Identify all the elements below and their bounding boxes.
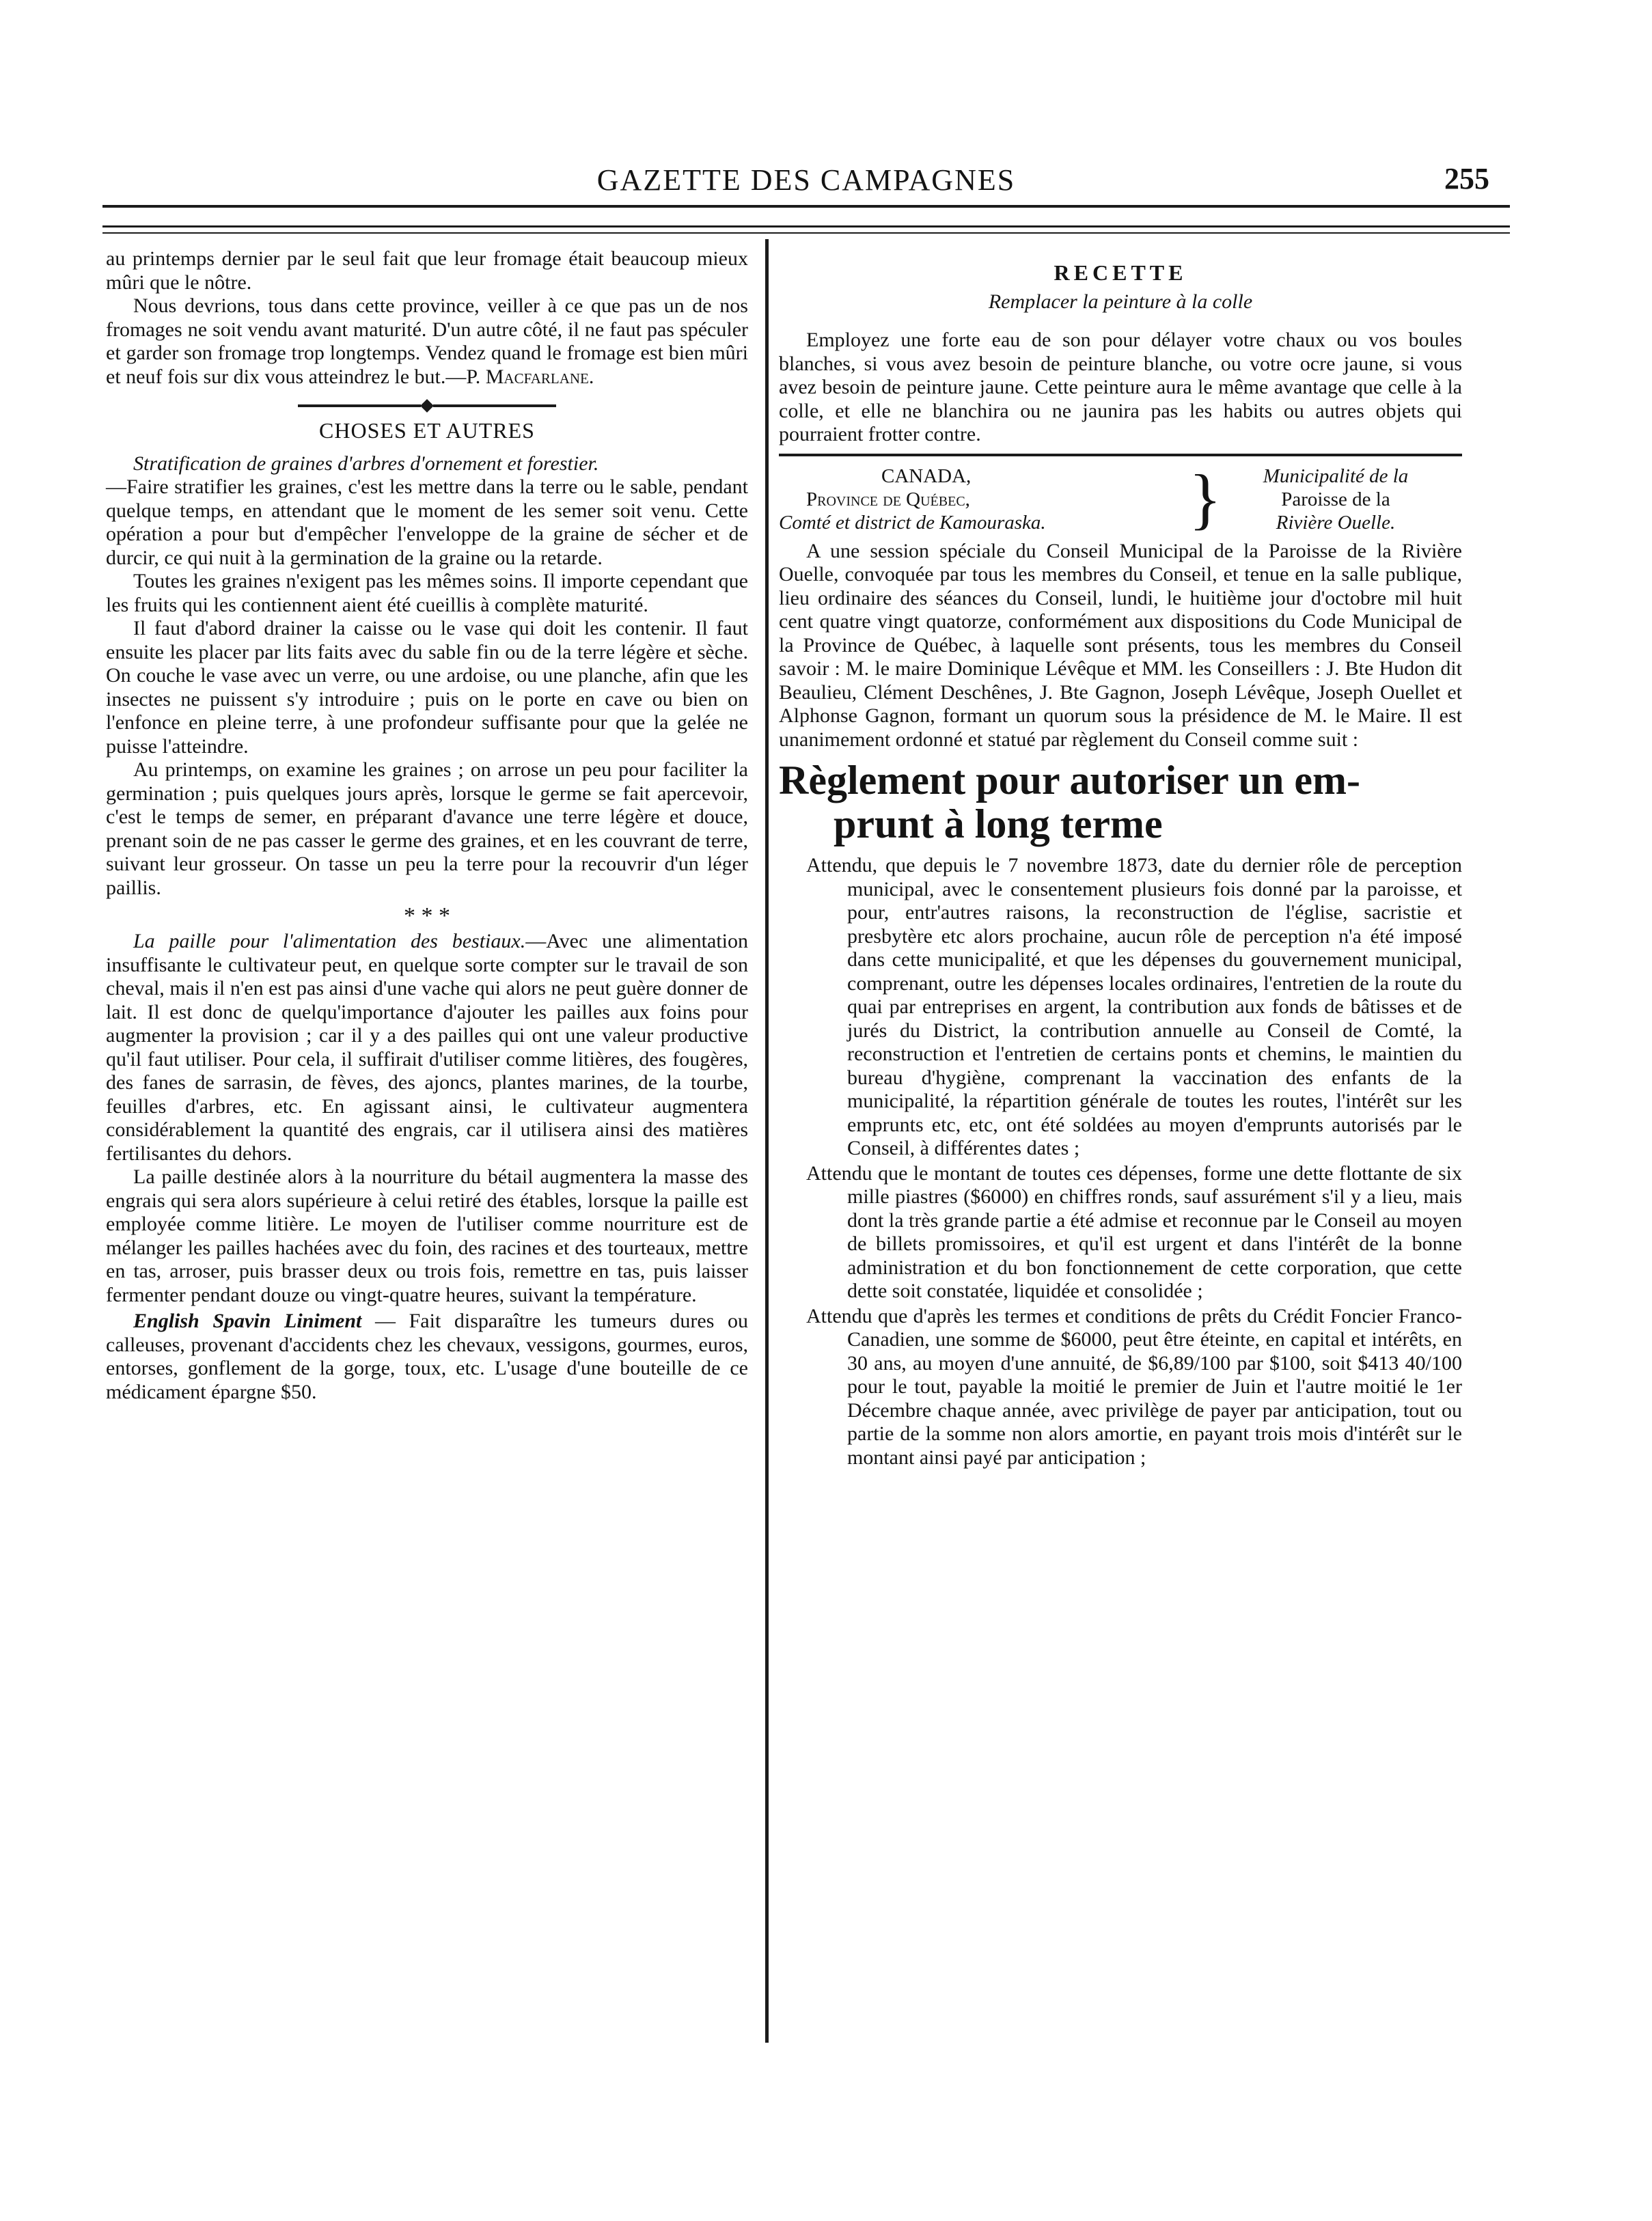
article-continuation: au printemps dernier par le seul fait que leur fromage était beaucoup mieux mûri que le nôtre. [106,247,748,294]
header-double-rule-thin [102,232,1510,234]
item-paragraph: —Faire stratifier les graines, c'est les mettre dans la terre ou le sable, pendant quelque temps, en attendant que le moment de les semer soit venu. Cette opération a pour but d'empêcher l'enveloppe de la graine de sécher et de durcir, ce qui nuit à la germination de la graine ou la retarde. [106,475,748,569]
separator-stars: * * * [404,903,450,928]
whereas-clause: Attendu que le montant de toutes ces dépenses, forme une dette flottante de six mille piastres ($6000) en chiffres ronds, sauf assurément s'il y a lieu, mais dont la très grande partie a été admise et reconnue par le Conseil au moyen de billets promissoires, et qu'il est urgent et dans l'intérêt de la bonne administration et du bon fonctionnement de cette corporation, que cette dette soit constatée, liquidée et consolidée ; [806,1161,1462,1302]
jurisdiction-block [779,460,1462,536]
whereas-clause: Attendu, que depuis le 7 novembre 1873, date du dernier rôle de perception municipal, avec le consentement plusieurs fois donné par la paroisse, et pour, entr'autres raisons, la reconstruction de l'église, sacristie et presbytère etc alors prochaine, aucun rôle de perception n'a été imposé dans cette municipalité, et que les dépenses du gouvernement municipal, comprenant, outre les dépenses locales ordinaires, l'entretien de la route du quai par entreprises en argent, la contribution aux fonds de bâtisses et de jurés du District, la contribution annuelle au Conseil de Comté, la reconstruction et l'entretien de certains ponts et chemins, le maintien du bureau d'hygiène, comprenant la vaccination des enfants de la municipalité, la répartition générale de toutes les routes, l'intérêt sur les emprunts etc, etc, ont été soldées au moyen d'emprunts autorisés par le Conseil, à différentes dates ; [806,854,1462,1159]
page-header [102,158,1510,206]
item-paragraph: Toutes les graines n'exigent pas les mêmes soins. Il importe cependant que les fruits qui les contiennent aient été cueillis à complète maturité. [106,570,748,616]
article-author: P. Macfarlane. [466,365,594,388]
municipality-label: Municipalité de la [1263,465,1409,487]
ornamental-rule [106,401,748,411]
province-label: Province de Québec, [806,488,970,510]
item-title: La paille pour l'alimentation des bestiaux. [133,930,526,952]
page-number: 255 [1444,162,1489,195]
left-column [106,247,748,1404]
item-paragraph: Au printemps, on examine les graines ; on arrose un peu pour faciliter la germination ; puis quelques jours après, lorsque le germe se fait apercevoir, c'est le temps de semer, en préparant d'avance une terre légère et douce, prenant soin de ne pas casser le germe des graines, et en les couvrant de terre, suivant leur grosseur. On tasse un peu la terre pour la recouvrir d'un léger paillis. [106,758,748,899]
country-label: CANADA, [881,465,972,487]
item-paragraph: La paille destinée alors à la nourriture du bétail augmentera la masse des engrais qui sera alors supérieure à celui retiré des étables, lorsque la paille est employée comme litière. Le moyen de l'utiliser comme nourriture est de mélanger les pailles hachées avec du foin, des racines et des tourteaux, mettre en tas, arroser, puis brasser deux ou trois fois, remettre en tas, puis laisser fermenter pendant douze ou vingt-quatre heures, suivant la température. [106,1165,748,1306]
right-column [779,247,1462,1471]
header-rule [102,205,1510,208]
column-divider [765,239,769,2043]
bylaw-title: Règlement pour autoriser un em- prunt à long terme [779,758,1361,846]
brace: } [1189,460,1222,536]
item-title: Stratification de graines d'arbres d'ornement et forestier. [133,452,599,475]
publication-title: GAZETTE DES CAMPAGNES [596,163,1016,197]
advertisement: English Spavin Liniment — Fait disparaître les tumeurs dures ou calleuses, provenant d'accidents chez les chevaux, vessigons, gourmes, euros, entorses, gonflement de la gorge, toux, etc. L'usage d'une bouteille de ce médicament épargne $50. [106,1310,749,1403]
item-paragraph: La paille pour l'alimentation des bestiaux.—Avec une alimentation insuffisante le cultivateur peut, en quelque sorte compter sur le travail de son cheval, mais il n'en est pas ainsi d'une vache qui alors ne peut guère donner de lait. Il est donc de quelqu'importance d'ajouter les pailles aux foins pour augmenter la provision ; car il y a des pailles qui ont une valeur productive qu'il faut utiliser. Pour cela, il suffirait d'utiliser comme litières, des fougères, des fanes de sarrasin, de fèves, des ajoncs, plantes marines, de la tourbe, feuilles d'arbres, etc. En agissant ainsi, le cultivateur augmentera considérablement la quantité des engrais, car il utilisera ainsi des matières fertilisantes du dehors. [106,930,748,1165]
item-paragraph: Il faut d'abord drainer la caisse ou le vase qui doit les contenir. Il faut ensuite les placer par lits faits avec du sable fin ou de la terre légère et sèche. On couche le vase avec un verre, ou une ardoise, ou une planche, afin que les insectes ne puissent s'y introduire ; puis on le porte en cave ou bien on l'enfonce en pleine terre, à une profondeur suffisante pour que la gelée ne puisse l'atteindre. [106,617,748,758]
session-paragraph: A une session spéciale du Conseil Municipal de la Paroisse de la Rivière Ouelle, convoquée par tous les membres du Conseil, et tenue en la salle publique, lieu ordinaire des séances du Conseil, lundi, le huitième jour d'octobre mil huit cent quatre vingt quatorze, conformément aux dispositions du Code Municipal de la Province de Québec, à laquelle sont présents, tous les membres du Conseil savoir : M. le maire Dominique Lévêque et MM. les Conseillers : J. Bte Hudon dit Beaulieu, Clément Deschênes, J. Bte Gagnon, Joseph Lévêque, Joseph Ouellet et Alphonse Gagnon, formant un quorum sous la présidence de M. le Maire. Il est unanimement ordonné et statué par règlement du Conseil comme suit : [779,539,1462,751]
parish-label: Paroisse de la [1281,488,1390,510]
article-paragraph: Nous devrions, tous dans cette province, veiller à ce que pas un de nos fromages ne soit vendu avant maturité. D'un autre côté, il ne faut pas spéculer et garder son fromage trop longtemps. Vendez quand le fromage est bien mûri et neuf fois sur dix vous atteindrez le but.—P. Macfarlane. [106,294,748,388]
recipe-subtitle: Remplacer la peinture à la colle [988,290,1253,313]
section-rule [779,454,1462,456]
section-heading: RECETTE [1054,260,1187,285]
section-heading: CHOSES ET AUTRES [319,418,535,443]
header-double-rule [102,225,1510,227]
whereas-clause: Attendu que d'après les termes et conditions de prêts du Crédit Foncier Franco-Canadien, une somme de $6000, peut être éteinte, en capital et intérêts, en 30 ans, au moyen d'une annuité, de $6,89/100 par $100, soit $413 40/100 pour le tout, payable la moitié le premier de Juin et l'autre moitié le 1er Décembre chaque année, avec privilège de payer par anticipation, tout ou partie de la somme non alors amortie, en payant trois mois d'intérêt sur le montant ainsi payé par anticipation ; [806,1304,1462,1469]
county-label: Comté et district de Kamouraska. [779,511,1046,534]
advertisement-title: English Spavin Liniment [133,1310,362,1332]
recipe-paragraph: Employez une forte eau de son pour délayer votre chaux ou vos boules blanches, si vous avez besoin de peinture blanche, ou votre ocre jaune, si vous avez besoin de peinture jaune. Cette peinture aura le même avantage que celle à la colle, et elle ne blanchira ou ne jaunira pas les habits ou autres objets qui pourraient frotter contre. [779,329,1462,445]
river-label: Rivière Ouelle. [1276,511,1396,534]
